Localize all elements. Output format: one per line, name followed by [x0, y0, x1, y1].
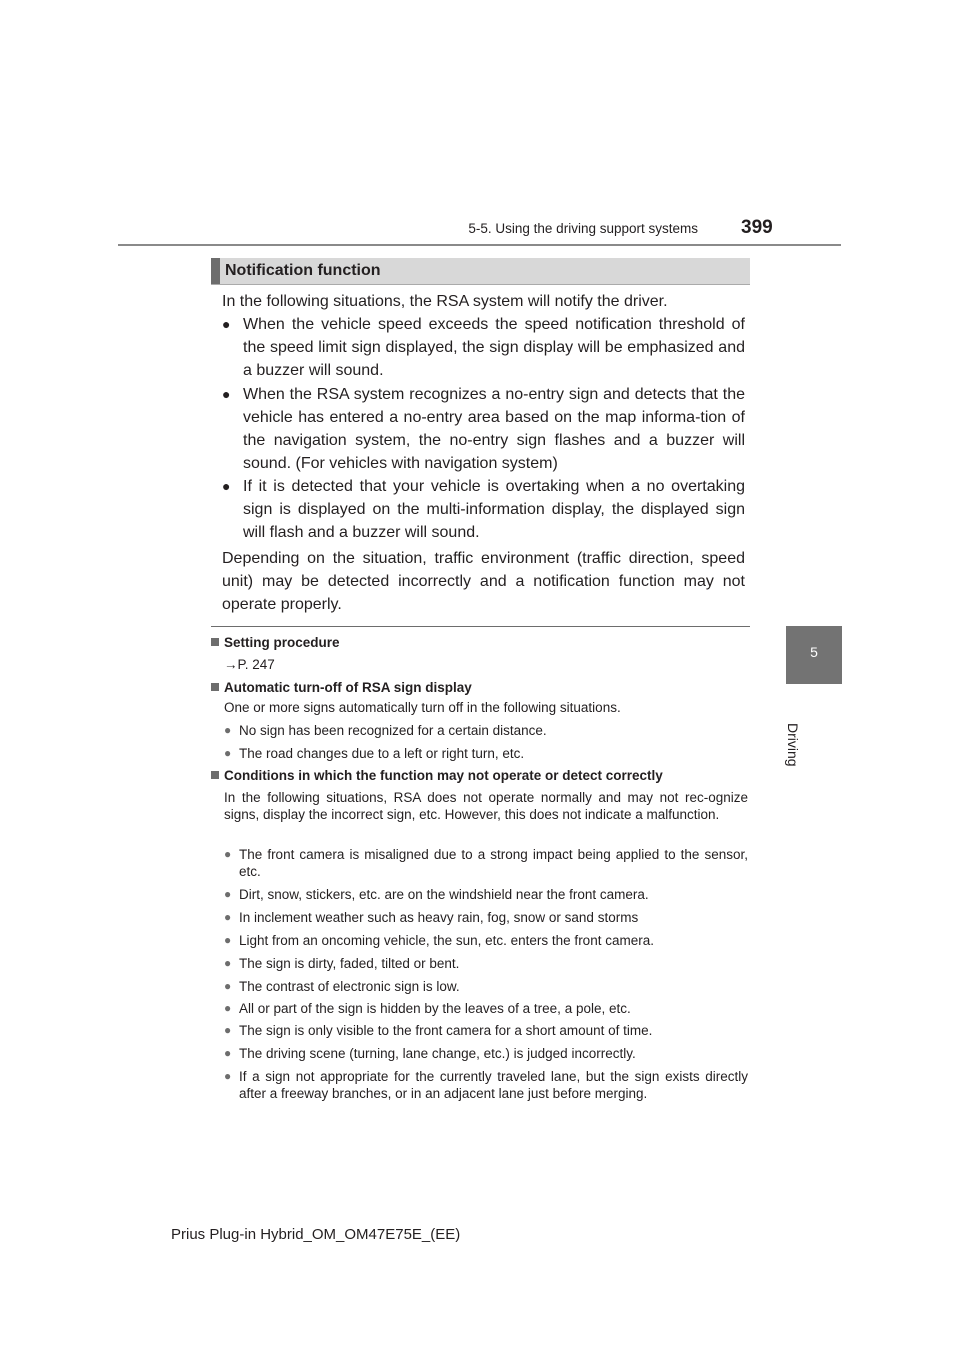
bullet-icon: ● [224, 956, 232, 970]
condition-bullet-1: ● The front camera is misaligned due to a strong impact being applied to the sensor, etc. [224, 847, 748, 879]
bullet-icon: ● [224, 746, 232, 760]
title-underline [211, 284, 750, 285]
intro-paragraph: In the following situations, the RSA system will notify the driver. [222, 293, 668, 310]
square-bullet-icon [211, 771, 219, 779]
condition-bullet-2: ● Dirt, snow, stickers, etc. are on the windshield near the front camera. [224, 887, 649, 902]
closing-paragraph: Depending on the situation, traffic environment (traffic direction, speed unit) may be detected incorrectly and a notification function may not operate properly. [222, 550, 745, 613]
bullet-icon: ● [224, 933, 232, 947]
note-heading-auto-off: Automatic turn-off of RSA sign display [211, 679, 472, 697]
auto-off-text: One or more signs automatically turn off in the following situations. [224, 700, 621, 715]
bullet-icon: ● [222, 478, 231, 494]
bullet-icon: ● [224, 1046, 232, 1060]
chapter-tab [786, 626, 842, 684]
main-bullet-1 [222, 313, 745, 382]
main-bullet-2 [222, 383, 745, 475]
setting-reference-link[interactable]: →P. 247 [224, 657, 275, 672]
bullet-icon: ● [224, 1023, 232, 1037]
bullet-icon: ● [224, 887, 232, 901]
header-section-title: 5-5. Using the driving support systems [468, 221, 698, 236]
bullet-icon: ● [222, 386, 231, 402]
auto-off-bullet-2: ● The road changes due to a left or right turn, etc. [224, 746, 525, 761]
bullet-icon: ● [224, 847, 232, 861]
bullet-icon: ● [224, 1069, 232, 1083]
section-title-bar [211, 258, 750, 284]
condition-bullet-10: ● If a sign not appropriate for the currently traveled lane, but the sign exists directly after a freeway branches, or in an adjacent lane just before merging. [224, 1069, 748, 1101]
condition-bullet-4: ● Light from an oncoming vehicle, the sun, etc. enters the front camera. [224, 933, 654, 948]
note-heading-conditions: Conditions in which the function may not operate or detect correctly [211, 767, 663, 785]
bullet-icon: ● [224, 910, 232, 924]
bullet-icon: ● [224, 723, 232, 737]
chapter-number: 5 [810, 644, 818, 660]
main-bullet-3 [222, 475, 745, 544]
conditions-text: In the following situations, RSA does not operate normally and may not rec-ognize signs, display the incorrect sign, etc. However, this does not indicate a malfunction. [224, 790, 748, 822]
notes-divider [211, 626, 750, 627]
note-heading-setting: Setting procedure [211, 634, 340, 652]
bullet-icon: ● [222, 316, 231, 332]
auto-off-bullet-1: ● No sign has been recognized for a certain distance. [224, 723, 547, 738]
main-bullet-text: When the vehicle speed exceeds the speed notification threshold of the speed limit sign displayed, the sign display will be emphasized and a buzzer will sound. [243, 316, 745, 379]
bullet-icon: ● [224, 979, 232, 993]
condition-bullet-3: ● In inclement weather such as heavy rain, fog, snow or sand storms [224, 910, 639, 925]
condition-bullet-5: ● The sign is dirty, faded, tilted or bent. [224, 956, 460, 971]
condition-bullet-7: ● All or part of the sign is hidden by the leaves of a tree, a pole, etc. [224, 1001, 631, 1016]
main-bullet-text: If it is detected that your vehicle is overtaking when a no overtaking sign is displayed on the multi-information display, the displayed sign will flash and a buzzer will sound. [243, 478, 745, 541]
condition-bullet-6: ● The contrast of electronic sign is low. [224, 979, 460, 994]
square-bullet-icon [211, 638, 219, 646]
bullet-icon: ● [224, 1001, 232, 1015]
main-bullet-text: When the RSA system recognizes a no-entry sign and detects that the vehicle has entered a no-entry area based on the map informa-tion of the navigation system, the no-entry sign flashes and a buzzer will sound. (For vehicles with navigation system) [243, 386, 745, 472]
square-bullet-icon [211, 683, 219, 691]
title-accent [211, 258, 220, 284]
condition-bullet-9: ● The driving scene (turning, lane change, etc.) is judged incorrectly. [224, 1046, 636, 1061]
section-title: Notification function [225, 262, 381, 279]
document-footer: Prius Plug-in Hybrid_OM_OM47E75E_(EE) [171, 1226, 461, 1243]
header-divider [118, 244, 841, 246]
condition-bullet-8: ● The sign is only visible to the front camera for a short amount of time. [224, 1023, 653, 1038]
chapter-label: Driving [785, 723, 801, 767]
page-number: 399 [741, 217, 773, 238]
